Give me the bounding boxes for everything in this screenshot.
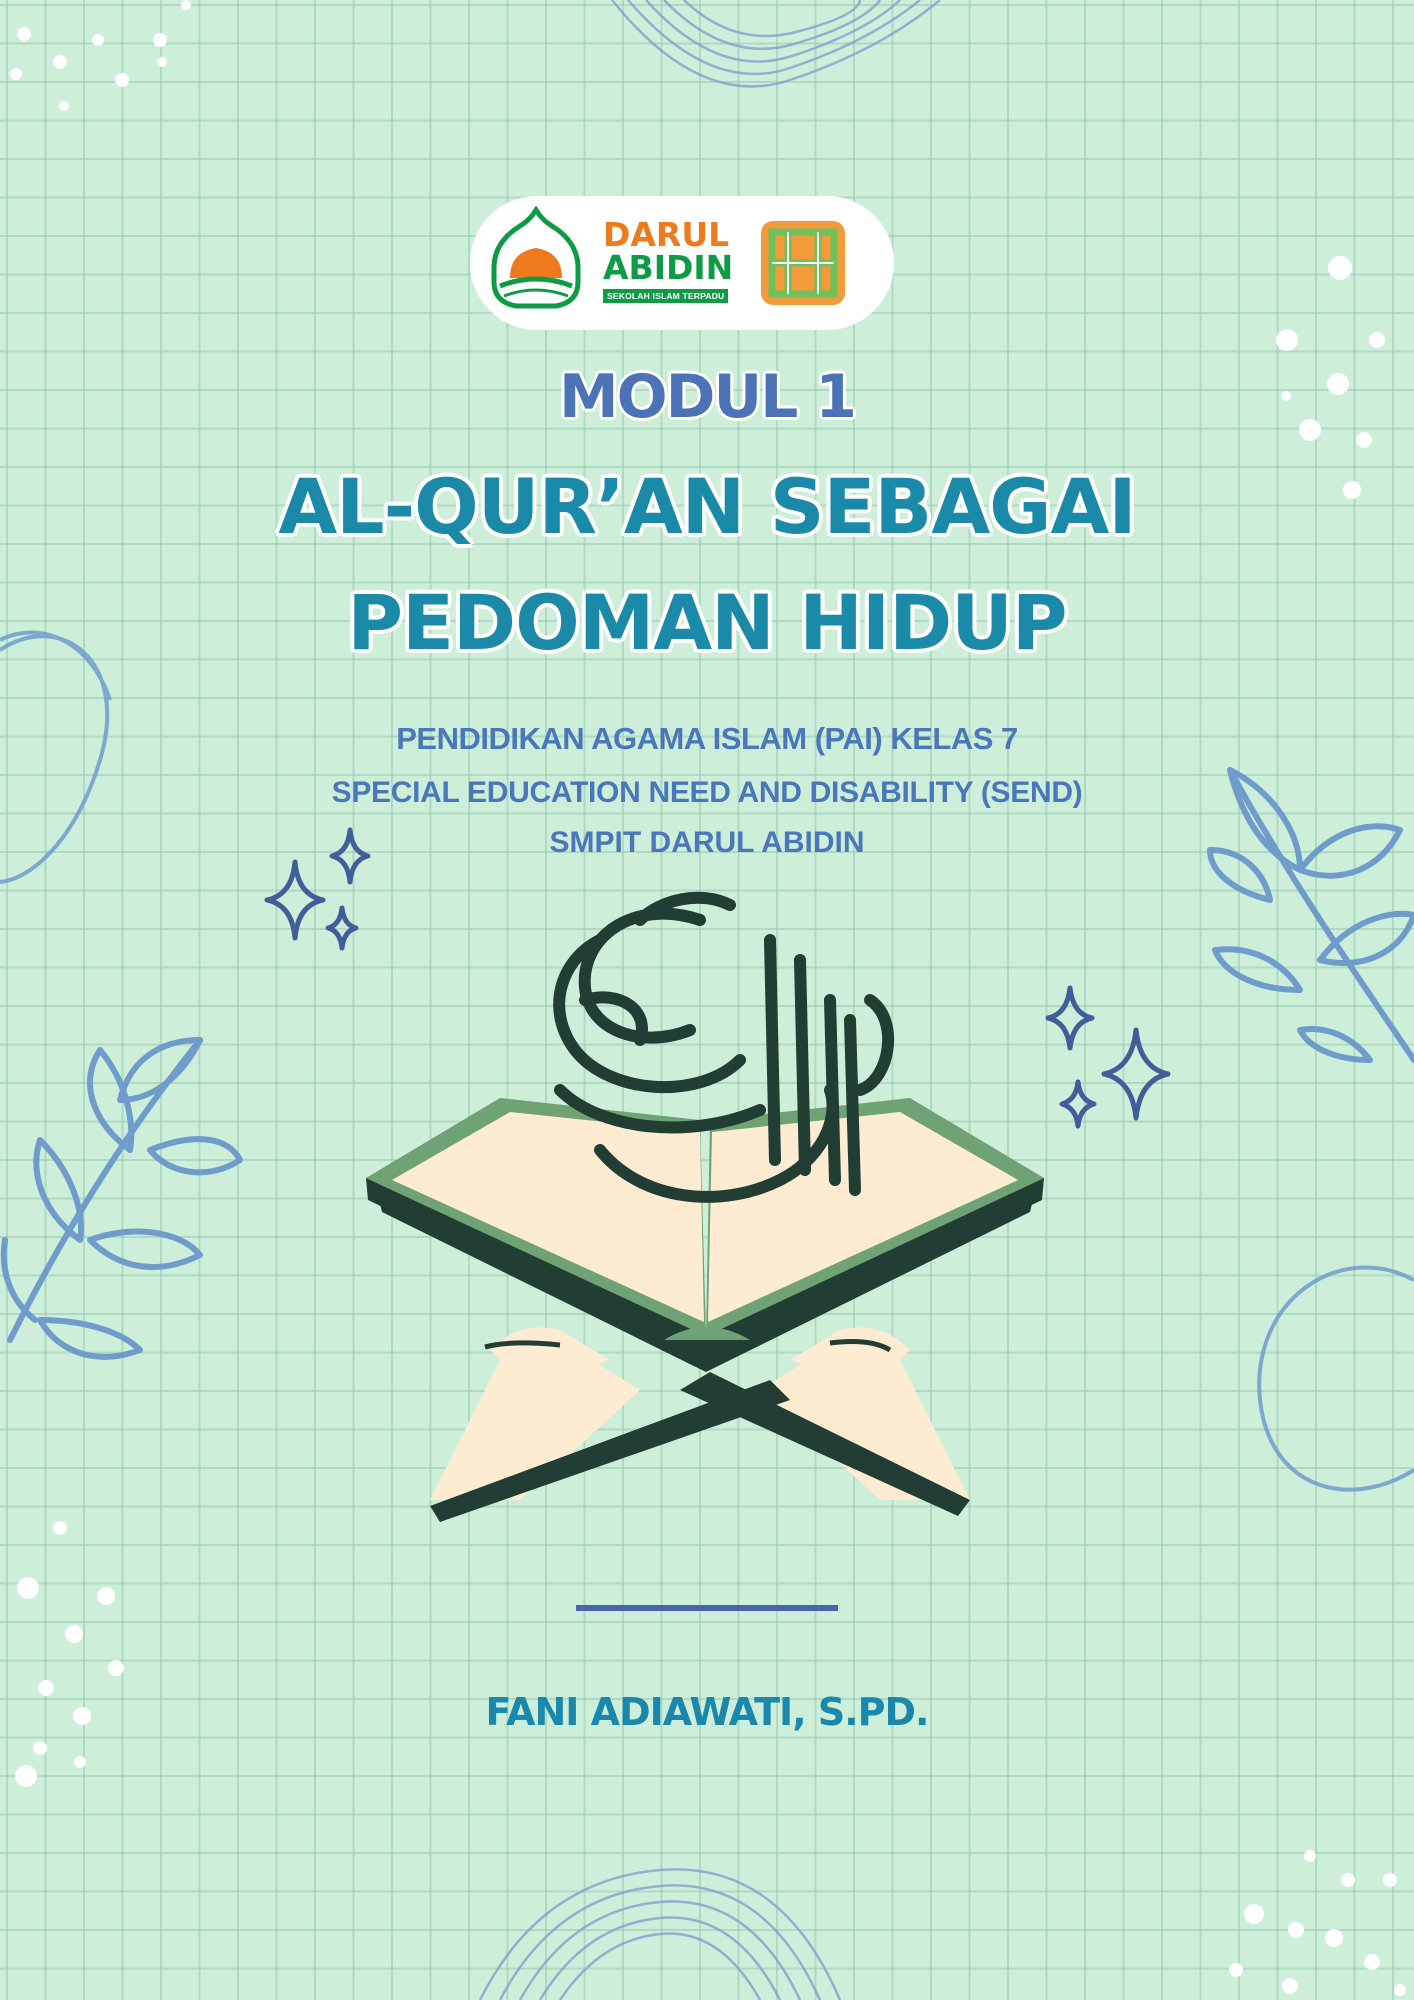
author-name: FANI ADIAWATI, S.PD. [485,1690,929,1734]
logo-badge [470,196,894,330]
subtitle-subject: PENDIDIKAN AGAMA ISLAM (PAI) KELAS 7 [396,721,1018,756]
school-name-line2: ABIDIN [603,248,734,287]
subtitle-school: SMPIT DARUL ABIDIN [549,826,865,859]
geometric-emblem-logo-icon [758,218,848,308]
module-label: MODUL 1 [558,362,856,432]
loop-line-right [1259,1267,1414,1489]
school-tagline: SEKOLAH ISLAM TERPADU [603,289,728,303]
school-wordmark [603,215,734,303]
module-title-line2: PEDOMAN HIDUP [347,578,1067,667]
mosque-dome-logo-icon [486,206,586,316]
module-title-line1: AL-QUR’AN SEBAGAI [278,462,1136,551]
author-divider [576,1605,838,1611]
school-name-line1: DARUL [603,215,730,254]
concentric-arcs-top [612,0,940,86]
leaf-branch-icon [4,1040,240,1357]
concentric-arcs-bottom [480,1869,840,2000]
subtitle-program: SPECIAL EDUCATION NEED AND DISABILITY (SEND) [331,776,1083,809]
sparkle-icon [1048,988,1168,1126]
leaf-branch-icon [1210,770,1414,1060]
